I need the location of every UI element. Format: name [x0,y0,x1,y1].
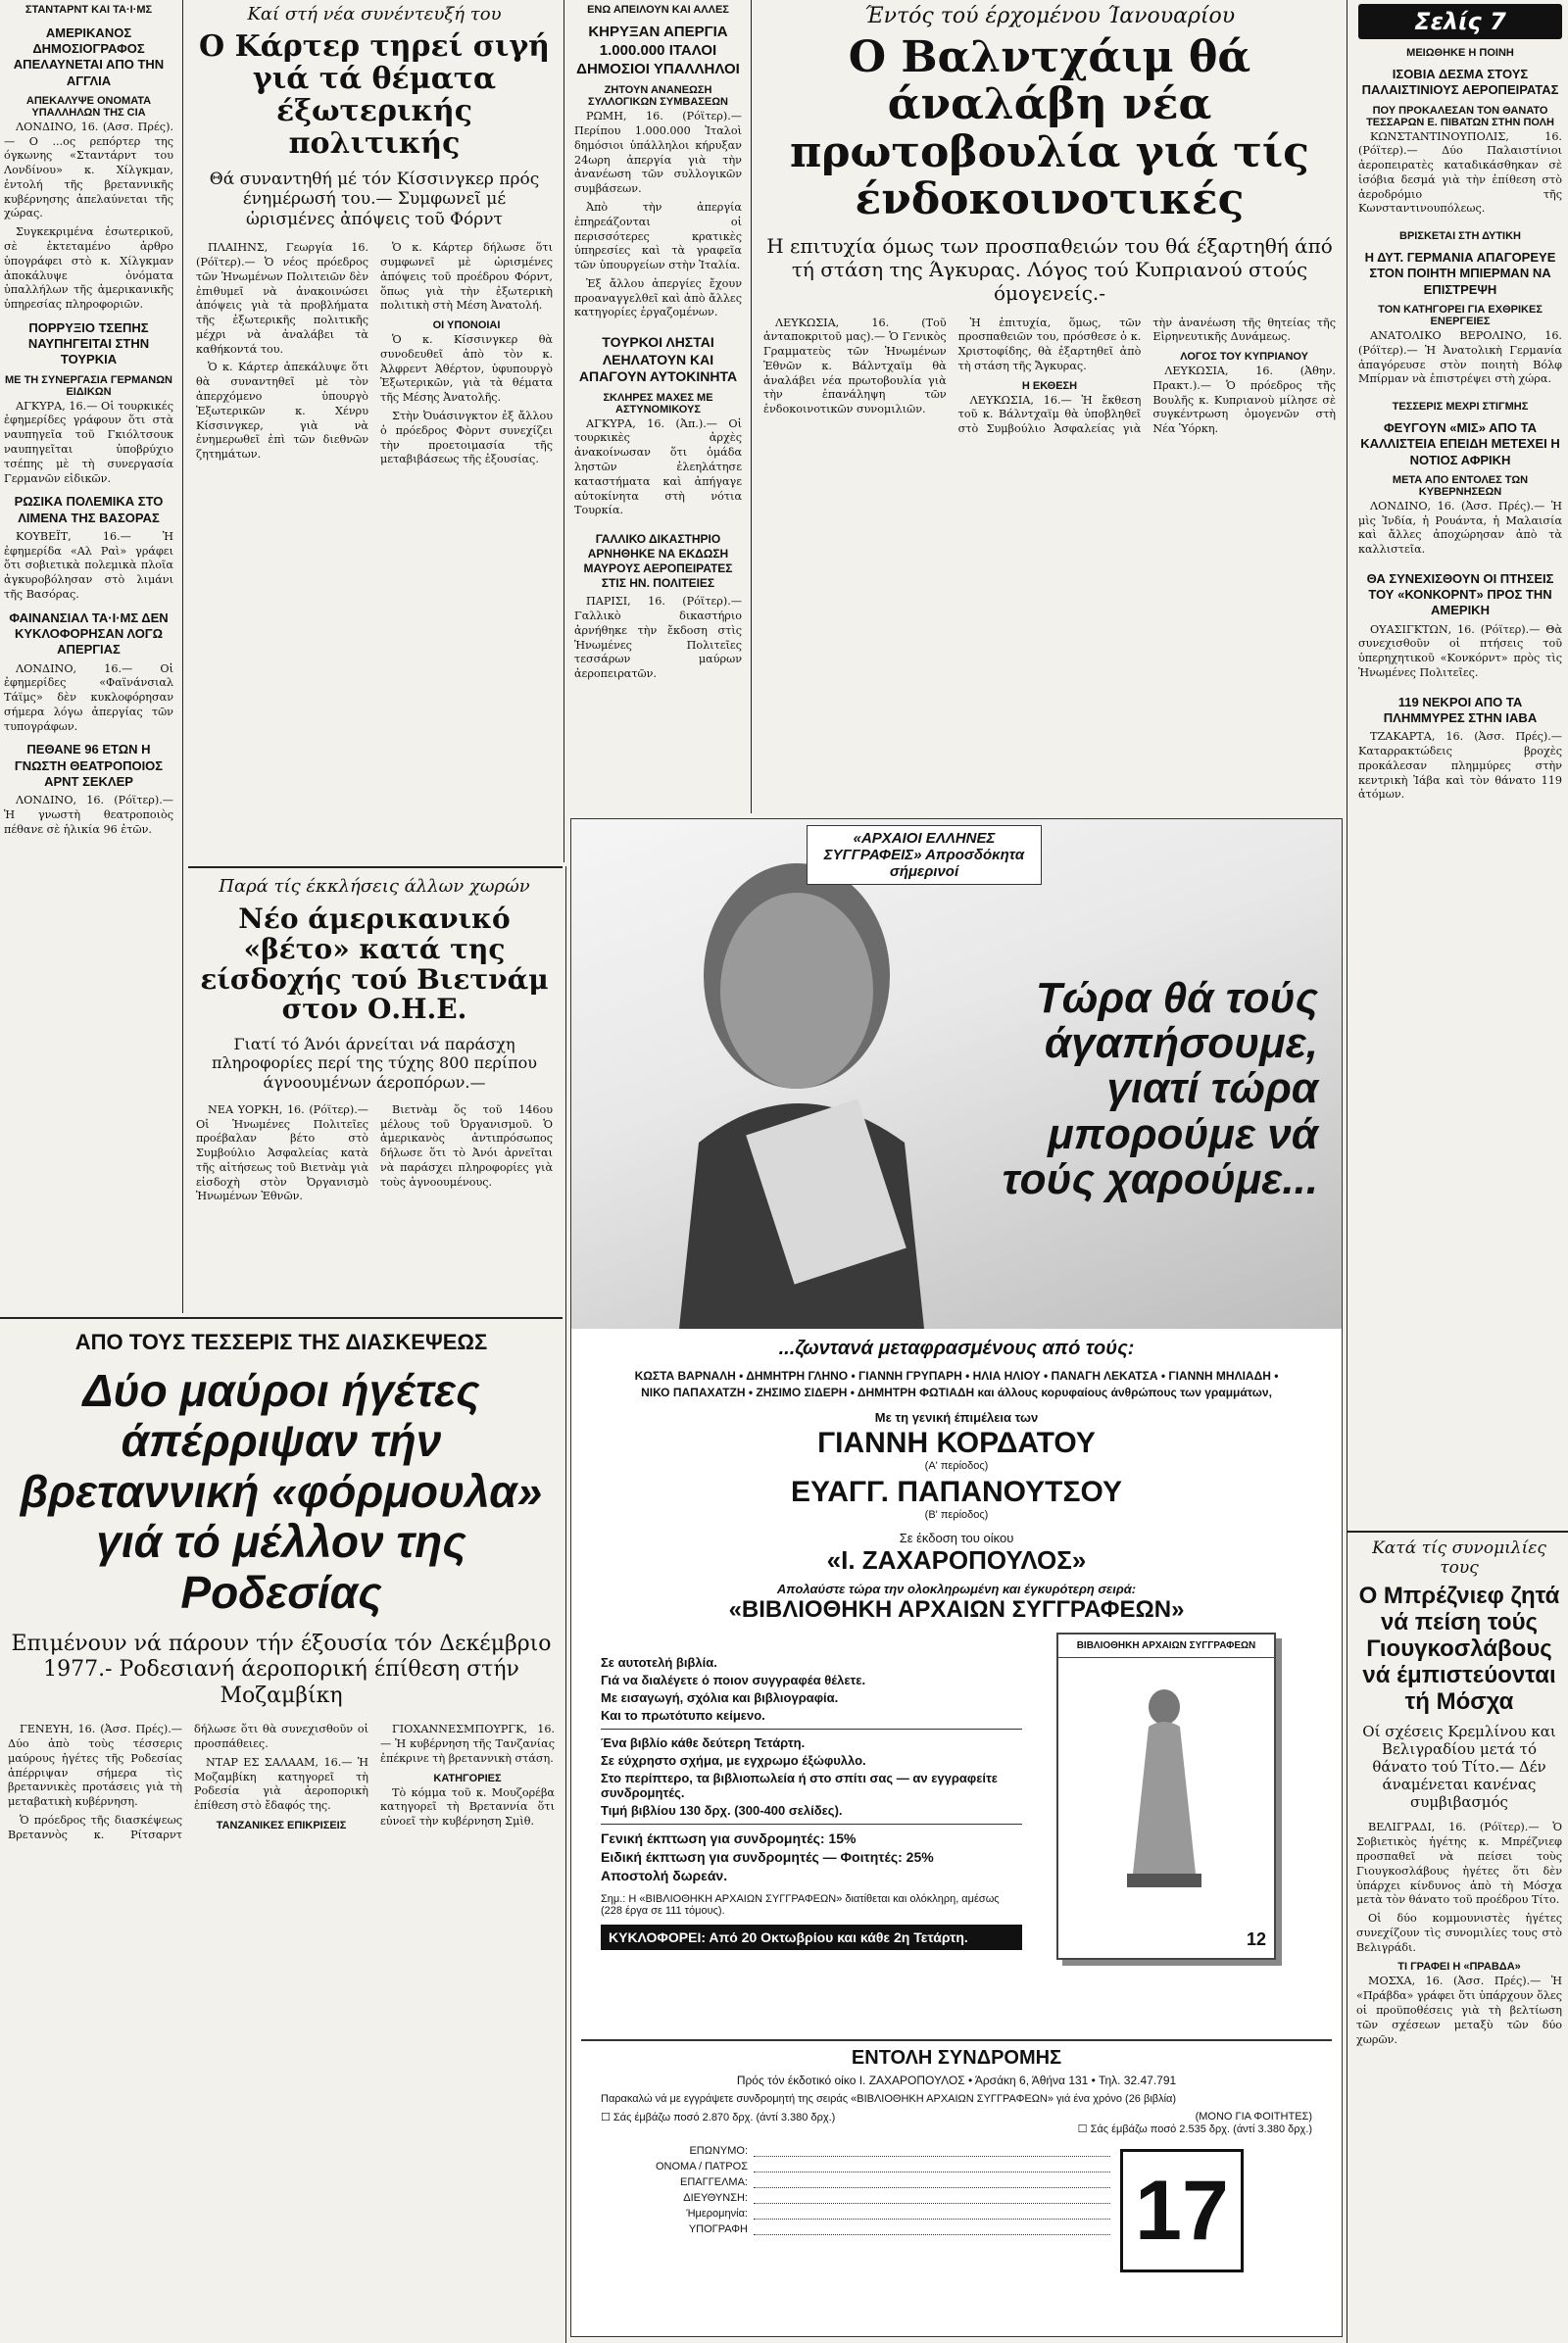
rhodesia-body-4: ΓΙΟΧΑΝΝΕΣΜΠΟΥΡΓΚ, 16.— Ἡ κυβέρνηση τῆς Τανζανίας ἐπέκρινε τὴ βρεταννικὴ στάση. [380,1723,555,1765]
vietnam-kicker: Παρά τίς έκκλήσεις άλλων χωρών [219,876,530,897]
tito-body-3: ΜΟΣΧΑ, 16. (Ἀσσ. Πρές).— Ἡ «Πράβδα» γράφει ὅτι ὑπάρχουν ὅλες οἱ προϋποθέσεις γιὰ τὴ βελτίωση τῶν σχέσεων μεταξὺ τῶν δύο χωρῶν. [1356,1975,1562,2046]
form-option-2-label: Σάς έμβάζω ποσό 2.535 δρχ. (άντί 3.380 δρχ.) [1090,2123,1312,2135]
ad-editor-1-period: (Α' περίοδος) [924,1459,989,1472]
right-kicker-2: ΒΡΙΣΚΕΤΑΙ ΣΤΗ ΔΥΤΙΚΗ [1399,230,1521,243]
page-label: Σελίς 7 [1358,4,1562,39]
right-body-1: ΚΩΝΣΤΑΝΤΙΝΟΥΠΟΛΙΣ, 16. (Ρόϊτερ).— Δύο Παλαιστίνιοι ἀεροπειρατὲς καταδικάσθηκαν σὲ ἰσόβια δεσμά γιὰ τὴν ἐπίθεση στὸ ἀεροδρόμιο τῆς Κωνσταντινουπόλεως. [1358,129,1562,216]
italy-kicker: ΕΝΩ ΑΠΕΙΛΟΥΝ ΚΑΙ ΑΛΛΕΣ [587,4,729,16]
column-rule [182,0,183,1313]
book-advertisement [570,818,1343,2337]
rhodesia-body-5: Τὸ κόμμα τοῦ κ. Μουζορέβα κατηγορεῖ τὴ Βρεταννία ὅτι εὐνοεῖ τὴν κυβέρνηση Σμὶθ. [380,1785,555,1829]
italy-sub: ΖΗΤΟΥΝ ΑΝΑΝΕΩΣΗ ΣΥΛΛΟΓΙΚΩΝ ΣΥΜΒΑΣΕΩΝ [588,84,728,109]
ad-series-intro: Απολαύστε τώρα την ολοκληρωμένη και έγκυρότερη σειρά: [776,1581,1137,1596]
right-column [1352,0,1568,1529]
left-sub-2: ΜΕ ΤΗ ΣΥΝΕΡΓΑΣΙΑ ΓΕΡΜΑΝΩΝ ΕΙΔΙΚΩΝ [5,373,172,398]
section-rule [188,866,563,868]
right-head-3: ΦΕΥΓΟΥΝ «ΜΙΣ» ΑΠΟ ΤΑ ΚΑΛΛΙΣΤΕΙΑ ΕΠΕΙΔΗ ΜΕΤΕΧΕΙ Η ΝΟΤΙΟΣ ΑΦΡΙΚΗ [1360,420,1560,467]
ad-editor-1: ΓΙΑΝΝΗ ΚΟΡΔΑΤΟΥ [817,1426,1096,1459]
left-body-5: ΛΟΝΔΙΝΟ, 16.— Οἱ ἐφημερίδες «Φαϊνάνσιαλ Τάϊμς» δὲν κυκλοφόρησαν σήμερα λόγω ἀπεργίας τῶν τυπογράφων. [4,661,173,733]
italy-body-3: Ἐξ ἄλλου ἀπεργίες ἔχουν προαναγγελθεῖ καὶ ἀπὸ ἄλλες κατηγορίες ἐργαζομένων. [574,276,742,319]
vietnam-headline: Νέο άμερικανικό «βέτο» κατά της είσδοχής τού Βιετνάμ στον Ο.Η.Ε. [200,903,549,1026]
carter-body-3: Ὁ κ. Κάρτερ δήλωσε ὅτι συμφωνεῖ μὲ ὡρισμένες ἀπόψεις τοῦ προέδρου Φόρντ, ὅπως γιὰ τὴν ἐξωτερικὴ πολιτικὴ στὴ Μέση Ἀνατολή. [380,241,553,313]
vietnam-article [188,872,561,1303]
waldheim-body-2: Ἡ ἐπιτυχία, ὅμως, τῶν προσπαθειῶν του, πρόσθεσε ὁ κ. Χριστοφίδης, θὰ ἐξαρτηθεῖ ἀπὸ τὴ στάση τῆς Ἄγκυρας. [957,316,1142,372]
form-field[interactable]: ΥΠΟΓΡΑΦΗ [601,2223,1110,2235]
column-rule [751,0,752,813]
feature-item: Σε αυτοτελή βιβλία. [601,1655,717,1670]
ad-editor-2: ΕΥΑΓΓ. ΠΑΠΑΝΟΥΤΣΟΥ [790,1475,1123,1508]
carter-body-4: Ὁ κ. Κίσσινγκερ θὰ συνοδευθεῖ ἀπὸ τὸν κ. Ἀλφρεντ Ἀθέρτον, ὑφυπουργὸ Ἐξωτερικῶν, γιὰ τὰ θέματα τῆς Μέσης Ἀνατολῆς. [380,333,553,405]
vietnam-subheadline: Γιατί τό Άνόι άρνείται νά παράσχη πληροφορίες περί της τύχης 800 περίπου άγνοουμένων άεροπόρων.— [211,1035,538,1092]
waldheim-kicker: Έντός τού έρχομένου Ίανουαρίου [863,4,1236,28]
waldheim-body-4: ΛΕΥΚΩΣΙΑ, 16. (Ἀθην. Πρακτ.).— Ὁ πρόεδρος τῆς Βουλῆς κ. Κυπριανοὺ μίλησε σὲ συγκέντρωση ὁμογενῶν στὴ Νέα Ὑόρκη. [1152,365,1336,436]
waldheim-body-1: ΛΕΥΚΩΣΙΑ, 16. (Τοῦ ἀνταποκριτοῦ μας).— Ὁ Γενικὸς Γραμματεὺς τῶν Ἡνωμένων Ἐθνῶν κ. Βάλντχαϊμ θὰ ἀναλάβει νέα πρωτοβουλία γιὰ τὴν ἐπανάληψη τῶν ἐνδοκοινοτικῶν συνομιλιῶν. [763,316,947,416]
ad-slogan: Τώρα θά τούς άγαπήσουμε, γιατί τώρα μπορούμε νά τούς χαρούμε... [1002,974,1318,1203]
vietnam-body-2: Βιετνὰμ ὅς τοῦ 146ου μέλους τοῦ Ὀργανισμοῦ. Ὁ ἀμερικανὸς ἀντιπρόσωπος δήλωσε ὅτι τὸ Ἀνόι ἀρνεῖται νὰ παράσχει πληροφορίες γιὰ τοὺς ἀγνοουμένους. [380,1102,553,1189]
feature-item: Γιά να διαλέγετε ό ποιον συγγραφέα θέλετε. [601,1673,866,1687]
book-cover-label: ΒΙΒΛΙΟΘΗΚΗ ΑΡΧΑΙΩΝ ΣΥΓΓΡΑΦΕΩΝ [1058,1635,1274,1658]
right-sub-2: ΤΟΝ ΚΑΤΗΓΟΡΕΙ ΓΙΑ ΕΧΘΡΙΚΕΣ ΕΝΕΡΓΕΙΕΣ [1378,303,1543,327]
rhodesia-body-2: Ὁ πρόεδρος τῆς διασκέψεως Βρεταννὸς κ. Ρίτσαρντ δήλωσε ὅτι θὰ συνεχισθοῦν οἱ προσπάθειες. [8,1723,368,1841]
rhodesia-body-3: ΝΤΑΡ ΕΣ ΣΑΛΑΑΜ, 16.— Ἡ Μοζαμβίκη κατηγορεῖ τὴ Ροδεσία γιὰ ἀεροπορικὴ ἐπίθεση στὸ ἔδαφός της. [194,1755,368,1813]
right-head-2: Η ΔΥΤ. ΓΕΡΜΑΝΙΑ ΑΠΑΓΟΡΕΥΕ ΣΤΟΝ ΠΟΙΗΤΗ ΜΠΙΕΡΜΑΝ ΝΑ ΕΠΙΣΤΡΕΨΗ [1364,250,1556,297]
form-field[interactable]: Ήμερομηνία: [601,2208,1110,2220]
rhodesia-subheadline: Επιμένουν νά πάρουν τήν έξουσία τόν Δεκέμβριο 1977.- Ροδεσιανή άεροπορική έπίθεση στήν Μοζαμβίκη [11,1632,552,1708]
turkey-body: ΑΓΚΥΡΑ, 16. (Ἀπ.).— Οἱ τουρκικὲς ἀρχὲς ἀνακοίνωσαν ὅτι ὁμάδα ληστῶν ἐλεηλάτησε καταστήματα καὶ ἀπήγαγε αὐτοκίνητα στὴ νότια Τουρκία. [574,416,742,517]
right-head-1: ΙΣΟΒΙΑ ΔΕΣΜΑ ΣΤΟΥΣ ΠΑΛΑΙΣΤΙΝΙΟΥΣ ΑΕΡΟΠΕΙΡΑΤΑΣ [1361,67,1559,98]
carter-body-5: Στὴν Ὀυάσινγκτον ἐξ ἄλλου ὁ πρόεδρος Φὸρντ συνεχίζει τὴν προετοιμασία τῆς μεταβιβάσεως τῆς ἐξουσίας. [380,409,553,466]
feature-item: Ένα βιβλίο κάθε δεύτερη Τετάρτη. [601,1735,806,1750]
waldheim-body-3: ΛΕΥΚΩΣΙΑ, 16.— Ἡ ἔκθεση τοῦ κ. Βάλντχαϊμ θὰ ὑποβληθεῖ στὸ Συμβούλιο Ἀσφαλείας γιὰ τὴν ἀνανέωση τῆς θητείας τῆς Εἰρηνευτικῆς Δυνάμεως. [957,316,1336,436]
book-cover [1056,1633,1276,1960]
carter-kicker: Καί στή νέα συνέντευξή του [247,4,502,24]
ad-publisher: «Ι. ΖΑΧΑΡΟΠΟΥΛΟΣ» [826,1544,1087,1575]
italy-body-2: Ἀπὸ τὴν ἀπεργία ἐπηρεάζονται οἱ περισσότερες κρατικὲς ὑπηρεσίες καὶ τὰ γραφεῖα τῶν ὑπουργείων στὴν Ἰταλία. [574,200,742,272]
turkey-sub: ΣΚΛΗΡΕΣ ΜΑΧΕΣ ΜΕ ΑΣΤΥΝΟΜΙΚΟΥΣ [603,391,713,415]
right-kicker-3: ΤΕΣΣΕΡΙΣ ΜΕΧΡΙ ΣΤΙΓΜΗΣ [1392,401,1529,414]
form-request: Παρακαλώ νά με εγγράψετε συνδρομητή της σειράς «ΒΙΒΛΙΟΘΗΚΗ ΑΡΧΑΙΩΝ ΣΥΓΓΡΑΦΕΩΝ» γιά ένα χρόνο (26 βιβλία) [601,2093,1177,2105]
ad-translators: ΚΩΣΤΑ ΒΑΡΝΑΛΗ • ΔΗΜΗΤΡΗ ΓΛΗΝΟ • ΓΙΑΝΝΗ ΓΡΥΠΑΡΗ • ΗΛΙΑ ΗΛΙΟΥ • ΠΑΝΑΓΗ ΛΕΚΑΤΣΑ • ΓΙΑΝΝΗ ΜΗΛΙΑΔΗ • ΝΙΚΟ ΠΑΠΑΧΑΤΖΗ • ΖΗΣΙΜΟ ΣΙΔΕΡΗ • ΔΗΜΗΤΡΗ ΦΩΤΙΑΔΗ και άλλους κορυφαίους άνθρώπους των γραμμάτων, [634,1369,1279,1400]
form-field[interactable]: ΟΝΟΜΑ / ΠΑΤΡΟΣ [601,2161,1110,2172]
left-top-caps: ΣΤΑΝΤΑΡΝΤ ΚΑΙ ΤΑ·Ι·ΜΣ [24,4,153,16]
left-sub-1: ΑΠΕΚΑΛΥΨΕ ΟΝΟΜΑΤΑ ΥΠΑΛΛΗΛΩΝ ΤΗΣ CIA [25,94,152,119]
subscription-form [581,2039,1332,2328]
rhodesia-headline: Δύο μαύροι ήγέτες άπέρριψαν τήν βρεταννική «φόρμουλα» γιά τό μέλλον της Ροδεσίας [20,1364,543,1618]
tito-subhead: ΤΙ ΓΡΑΦΕΙ Η «ΠΡΑΒΔΑ» [1397,1961,1521,1974]
carter-body-1: ΠΛΑΙΗΝΣ, Γεωργία 16. (Ρόϊτερ).— Ὁ νέος πρόεδρος τῶν Ἡνωμένων Πολιτειῶν δὲν ἐπιθυμεῖ νὰ ἀνακοινώσει ἀπόψεις γιὰ τὰ προβλήματα τῆς ἐξωτερικῆς πολιτικῆς μέχρι νὰ ἀναλάβει τὰ καθήκοντά του. [196,241,368,356]
carter-body-2: Ὁ κ. Κάρτερ ἀπεκάλυψε ὅτι θὰ συναντηθεῖ μὲ τὸν ἀπερχόμενο ὑπουργὸ Ἐξωτερικῶν κ. Χένρυ Κίσσινγκερ, γιὰ νὰ ἐνημερωθεῖ ἐπὶ τῶν διεθνῶν ζητημάτων. [196,361,368,462]
carter-subhead: ΟΙ ΥΠΟΝΟΙΑΙ [432,319,501,332]
discount-item: Αποστολή δωρεάν. [601,1868,728,1883]
right-head-4: ΘΑ ΣΥΝΕΧΙΣΘΟΥΝ ΟΙ ΠΤΗΣΕΙΣ ΤΟΥ «ΚΟΝΚΟΡΝΤ» ΠΡΟΣ ΤΗΝ ΑΜΕΡΙΚΗ [1366,570,1554,618]
waldheim-headline: Ο Βαλντχάιμ θά άναλάβη νέα πρωτοβουλία γιά τίς ένδοκοινοτικές [790,32,1309,225]
feature-item: Και το πρωτότυπο κείμενο. [601,1708,765,1723]
waldheim-subhead-1: Η ΕΚΘΕΣΗ [1021,379,1078,392]
tito-body-1: ΒΕΛΙΓΡΑΔΙ, 16. (Ρόϊτερ).— Ὁ Σοβιετικὸς ἡγέτης κ. Μπρέζνιεφ προσπαθεῖ νὰ πείσει τοὺς Γιουγκοσλάβους ἡγέτες ὅτι δὲν ὑπάρχει κίνδυνος ἀπὸ τὴ Μόσχα μετὰ τὸν θάνατο τοῦ προέδρου Τίτο. [1356,1821,1562,1907]
ad-publisher-intro: Σε έκδοση του οίκου [899,1530,1014,1545]
tito-body-2: Οἱ δύο κομμουνιστὲς ἡγέτες συνεχίζουν τὶς συνομιλίες τους στὸ Βελιγράδι. [1356,1912,1562,1954]
form-field[interactable]: ΕΠΑΓΓΕΛΜΑ: [601,2176,1110,2188]
left-head-4: ΦΑΙΝΑΝΣΙΑΛ ΤΑ·Ι·ΜΣ ΔΕΝ ΚΥΚΛΟΦΟΡΗΣΑΝ ΛΟΓΩ ΑΠΕΡΓΙΑΣ [9,610,169,658]
left-body-6: ΛΟΝΔΙΝΟ, 16. (Ρόϊτερ).— Ἡ γνωστὴ θεατροποιὸς πέθανε σὲ ἡλικία 96 ἐτῶν. [4,794,173,836]
form-title: ΕΝΤΟΛΗ ΣΥΝΔΡΟΜΗΣ [851,2047,1062,2069]
tito-article [1350,1535,1568,2343]
column-rule [565,866,566,2343]
ad-features [601,1652,1022,1950]
right-body-4: ΟΥΑΣΙΓΚΤΩΝ, 16. (Ρόϊτερ).— Θὰ συνεχισθοῦν οἱ πτήσεις τοῦ ὑπερηχητικοῦ «Κονκόρντ» πρὸς τὶς Ἡνωμένες Πολιτεῖες. [1358,622,1562,680]
right-body-5: ΤΖΑΚΑΡΤΑ, 16. (Ἀσσ. Πρές).— Καταρρακτώδεις βροχὲς προκάλεσαν πλημμύρες στὴν κεντρικὴ Ἰάβα καὶ τὸν θάνατο 119 ἀτόμων. [1358,730,1562,802]
rhodesia-article [0,1323,563,2342]
waldheim-subhead-2: ΛΟΓΟΣ ΤΟΥ ΚΥΠΡΙΑΝΟΥ [1180,351,1308,364]
form-option-2[interactable]: ☐ Σάς έμβάζω ποσό 2.535 δρχ. (άντί 3.380 δρχ.) [1077,2123,1312,2135]
section-rule [1347,1531,1568,1533]
italy-headline: ΚΗΡΥΞΑΝ ΑΠΕΡΓΙΑ 1.000.000 ΙΤΑΛΟΙ ΔΗΜΟΣΙΟΙ ΥΠΑΛΛΗΛΟΙ [576,24,740,77]
vietnam-body-1: ΝΕΑ ΥΟΡΚΗ, 16. (Ρόϊτερ).— Οἱ Ἡνωμένες Πολιτεῖες προέβαλαν βέτο στὸ Συμβούλιο Ἀσφαλείας κατὰ τῆς αἰτήσεως τοῦ Βιετνὰμ γιὰ εἰσδοχὴ στὸν Ὀργανισμὸ Ἡνωμένων Ἐθνῶν. [196,1102,368,1203]
left-column [0,0,179,1313]
italy-body-1: ΡΩΜΗ, 16. (Ρόϊτερ).— Περίπου 1.000.000 Ἰταλοὶ δημόσιοι ὑπάλληλοι κήρυξαν 24ωρη ἀπεργία γιὰ τὴν ἀνανέωση τῶν συλλογικῶν συμβάσεων. [574,110,742,196]
author-portrait [571,819,1342,1329]
feature-item: Στο περίπτερο, τα βιβλιοπωλεία ή στο σπίτι σας — αν εγγραφείτε συνδρομητές. [601,1771,998,1800]
italy-column [568,0,748,862]
carter-article [188,0,561,862]
rhodesia-kicker: ΑΠΟ ΤΟΥΣ ΤΕΣΣΕΡΙΣ ΤΗΣ ΔΙΑΣΚΕΨΕΩΣ [74,1330,488,1354]
column-rule [1347,0,1348,2343]
form-address: Πρός τόν έκδοτικό οίκο Ι. ΖΑΧΑΡΟΠΟΥΛΟΣ • Άρσάκη 6, Άθήνα 131 • Τηλ. 32.47.791 [736,2074,1177,2087]
left-body-2: Συγκεκριμένα ἐσωτερικοῦ, σὲ ἐκτεταμένο ἀρθρο ὑπογράφει στὸ κ. Χίλγκμαν ἀποκάλυψε ὀνόματα ὑπαλλήλων τῆς ἀμερικανικῆς ὑπηρεσίας πληροφοριῶν. [4,225,173,312]
left-head-2: ΠΟΡΡΥΞΙΟ ΤΣΕΠΗΣ ΝΑΥΠΗΓΕΙΤΑΙ ΣΤΗΝ ΤΟΥΡΚΙΑ [27,319,150,367]
right-head-5: 119 ΝΕΚΡΟΙ ΑΠΟ ΤΑ ΠΛΗΜΜΥΡΕΣ ΣΤΗΝ ΙΑΒΑ [1383,694,1538,726]
carter-headline: Ο Κάρτερ τηρεί σιγή γιά τά θέματα έξωτερικής πολιτικής [199,29,550,161]
feature-item: Με εισαγωγή, σχόλια και βιβλιογραφία. [601,1690,839,1705]
feature-item: Σε εύχρηστο σχήμα, με εγχρωμο έξώφυλλο. [601,1753,866,1768]
left-head-1: ΑΜΕΡΙΚΑΝΟΣ ΔΗΜΟΣΙΟΓΡΑΦΟΣ ΑΠΕΛΑΥΝΕΤΑΙ ΑΠΟ ΤΗΝ ΑΓΓΛΙΑ [13,24,165,88]
ad-note: Σημ.: Η «ΒΙΒΛΙΟΘΗΚΗ ΑΡΧΑΙΩΝ ΣΥΓΓΡΑΦΕΩΝ» διατίθεται και ολόκληρη, αμέσως (228 έργα σε 111 τόμους). [601,1893,1000,1917]
waldheim-article [756,0,1344,813]
form-option-1-label: Σάς έμβάζω ποσό 2.870 δρχ. (άντί 3.380 δρχ.) [612,2112,836,2123]
left-body-4: ΚΟΥΒΕΪΤ, 16.— Ἡ ἐφημερίδα «Αλ Ραὶ» γράφει ὅτι σοβιετικὰ πολεμικὰ πλοῖα ἀγκυροβόλησαν στὸ λιμάνι τῆς Βασόρας. [4,529,173,601]
right-body-2: ΑΝΑΤΟΛΙΚΟ ΒΕΡΟΛΙΝΟ, 16. (Ρόϊτερ).— Ἡ Ἀνατολικὴ Γερμανία ἀπαγόρευσε στὸν ποιητὴ Βόλφ Μπίρμαν νὰ ἐπιστρέψει στὴ χώρα. [1358,328,1562,386]
tito-kicker: Κατά τίς συνομιλίες τους [1372,1538,1546,1578]
court-body: ΠΑΡΙΣΙ, 16. (Ρόϊτερ).— Γαλλικὸ δικαστήριο ἀρνήθηκε τὴν ἔκδοση στὶς Ἡνωμένες Πολιτεῖες τεσσάρων μαύρων ἀεροπειρατῶν. [574,595,742,681]
ad-direction: Με τη γενική έπιμέλεια των [874,1409,1039,1425]
feature-item: Τιμή βιβλίου 130 δρχ. (300-400 σελίδες). [601,1803,843,1818]
left-body-1: ΛΟΝΔΙΝΟ, 16. (Ασσ. Πρές).— Ο ...ος ρεπόρτερ της όγκωνης «Σταντάρντ του Λονδίνου» κ. Χίλγκμαν, ἐντολή τῆς βρεταννικῆς κυβέρνησης ἀπελαύνεται τῆς χώρας. [4,120,173,220]
ad-living: ...ζωντανά μεταφρασμένους από τούς: [778,1338,1135,1359]
left-head-3: ΡΩΣΙΚΑ ΠΟΛΕΜΙΚΑ ΣΤΟ ΛΙΜΕΝΑ ΤΗΣ ΒΑΣΟΡΑΣ [14,494,164,525]
form-field[interactable]: ΕΠΩΝΥΜΟ: [601,2145,1110,2157]
left-head-5: ΠΕΘΑΝΕ 96 ΕΤΩΝ Η ΓΝΩΣΤΗ ΘΕΑΤΡΟΠΟΙΟΣ ΑΡΝΤ ΣΕΚΛΕΡ [14,742,164,789]
rhodesia-body-1: ΓΕΝΕΥΗ, 16. (Ἀσσ. Πρές).— Δύο ἀπὸ τοὺς τέσσερις μαύρους ἡγέτες τῆς Ροδεσίας ἀπέρριψαν σήμερα τὶς βρεταννικὲς προτάσεις γιὰ τὴ μεταβατικὴ κυβέρνηση. [8,1723,182,1809]
right-kicker-1: ΜΕΙΩΘΗΚΕ Η ΠΟΙΝΗ [1406,47,1514,59]
turkey-headline: ΤΟΥΡΚΟΙ ΛΗΣΤΑΙ ΛΕΗΛΑΤΟΥΝ ΚΑΙ ΑΠΑΓΟΥΝ ΑΥΤΟΚΙΝΗΤΑ [578,334,738,385]
book-number: 12 [1246,1929,1266,1949]
tito-headline: Ο Μπρέζνιεφ ζητά νά πείση τούς Γιουγκοσλάβους νά έμπιστεύονται τή Μόσχα [1358,1583,1560,1715]
form-option-1[interactable]: ☐ Σάς έμβάζω ποσό 2.870 δρχ. (άντί 3.380 δρχ.) [601,2112,836,2123]
right-sub-3: ΜΕΤΑ ΑΠΟ ΕΝΤΟΛΕΣ ΤΩΝ ΚΥΒΕΡΝΗΣΕΩΝ [1392,473,1529,498]
section-rule [0,1317,563,1319]
ad-series: «ΒΙΒΛΙΟΘΗΚΗ ΑΡΧΑΙΩΝ ΣΥΓΓΡΑΦΕΩΝ» [728,1595,1185,1623]
ad-release: ΚΥΚΛΟΦΟΡΕΙ: Από 20 Οκτωβρίου και κάθε 2η Τετάρτη. [601,1925,1022,1950]
court-headline: ΓΑΛΛΙΚΟ ΔΙΚΑΣΤΗΡΙΟ ΑΡΝΗΘΗΚΕ ΝΑ ΕΚΔΩΣΗ ΜΑΥΡΟΥΣ ΑΕΡΟΠΕΙΡΑΤΕΣ ΣΤΙΣ ΗΝ. ΠΟΛΙΤΕΙΕΣ [583,532,733,591]
form-student-note: (ΜΟΝΟ ΓΙΑ ΦΟΙΤΗΤΕΣ) [1195,2111,1312,2123]
waldheim-subheadline: Η επιτυχία όμως των προσπαθειών του θά έξαρτηθή άπό τή στάση της Άγκυρας. Λόγος τού Κυπριανού στούς όμογενείς.- [766,233,1333,305]
carter-subheadline: Θά συναντηθή μέ τόν Κίσσινγκερ πρός ένημέρωσή του.— Συμφωνεῖ μέ ὡρισμένες ἀπόψεις τοῦ Φόρντ [209,170,540,229]
discount-item: Γενική έκπτωση για συνδρομητές: 15% [601,1830,857,1846]
discount-item: Ειδική έκπτωση για συνδρομητές — Φοιτητές: 25% [601,1849,934,1865]
form-number: 17 [1120,2149,1244,2272]
form-field[interactable]: ΔΙΕΥΘΥΝΣΗ: [601,2192,1110,2204]
statue-illustration [1058,1658,1270,1903]
ad-editor-2-period: (Β' περίοδος) [924,1508,989,1521]
rhodesia-subhead-1: ΤΑΝΖΑΝΙΚΕΣ ΕΠΙΚΡΙΣΕΙΣ [216,1819,347,1831]
ad-banner: «ΑΡΧΑΙΟΙ ΕΛΛΗΝΕΣ ΣΥΓΓΡΑΦΕΙΣ» Απροσδόκητα σήμερινοί [807,825,1042,885]
left-body-3: ΑΓΚΥΡΑ, 16.— Οἱ τουρκικές ἐφημερίδες γράφουν ὅτι στὰ ναυπηγεῖα τοῦ Γκιόλτσουκ ναυπηγεῖται ὑποβρύχιο τσέπης μὲ τὴ συνεργασία Γερμανῶν εἰδικῶν. [4,399,173,485]
tito-subheadline: Οί σχέσεις Κρεμλίνου και Βελιγραδίου μετά τό θάνατο τού Τίτο.— Δέν άναμένεται κανένας συμβιβασμός [1362,1723,1556,1812]
right-sub-1: ΠΟΥ ΠΡΟΚΑΛΕΣΑΝ ΤΟΝ ΘΑΝΑΤΟ ΤΕΣΣΑΡΩΝ Ε. ΠΙΒΑΤΩΝ ΣΤΗΝ ΠΟΛΗ [1366,104,1554,128]
right-body-3: ΛΟΝΔΙΝΟ, 16. (Ἀσσ. Πρές).— Ἡ μὶς Ἰνδία, ἡ Ρουάντα, ἡ Μαλαισία καὶ ἄλλες ἀποχώρησαν ἀπὸ τὰ καλλιστεῖα. [1358,499,1562,557]
rhodesia-subhead-2: ΚΑΤΗΓΟΡΙΕΣ [433,1772,502,1784]
